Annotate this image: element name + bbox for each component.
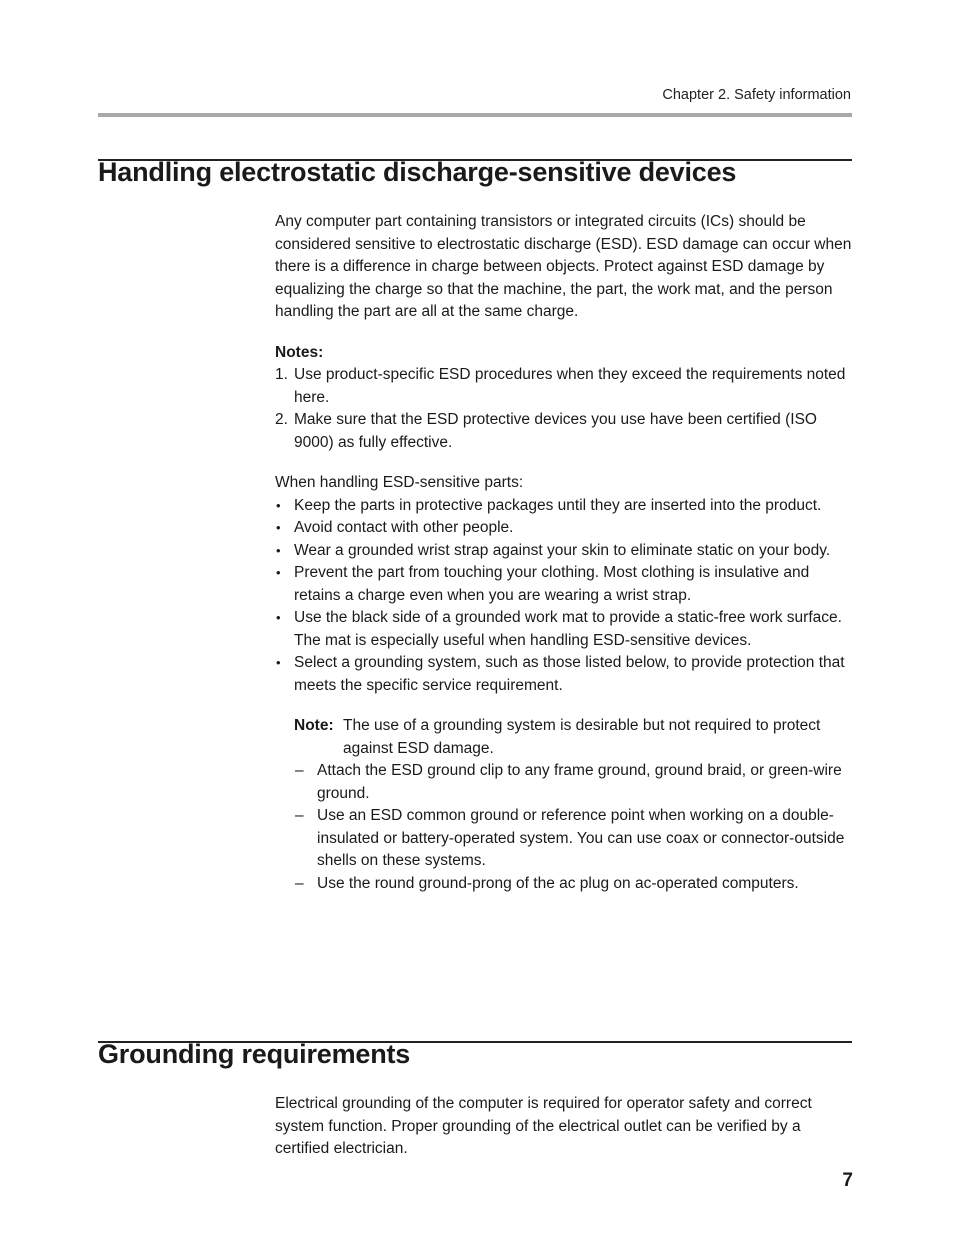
grounding-note — [294, 715, 855, 760]
grounding-paragraph: Electrical grounding of the computer is required for operator safety and correct system function. Proper grounding of the electrical outlet can be verified by a certified electrician. — [275, 1095, 812, 1157]
dash-item: – Use an ESD common ground or reference point when working on a double-insulated or battery-operated system. You can use coax or connector-outside shells on these systems. — [295, 807, 845, 869]
note-item: 1. Use product-specific ESD procedures when they exceed the requirements noted here. — [275, 366, 846, 406]
section-body-esd — [275, 211, 855, 895]
section-title-grounding: Grounding requirements — [98, 1039, 411, 1069]
header-rule — [98, 113, 852, 117]
page-number: 7 — [842, 1170, 853, 1191]
notes-list — [275, 364, 855, 454]
bullet-item: • Select a grounding system, such as those listed below, to provide protection that meets the specific service requirement. — [276, 654, 845, 694]
bullet-item: • Use the black side of a grounded work mat to provide a static-free work surface. The mat is especially useful when handling ESD-sensitive devices. — [276, 609, 842, 649]
running-header: Chapter 2. Safety information — [662, 87, 851, 103]
grounding-dash-list — [294, 760, 855, 895]
notes-label: Notes: — [275, 343, 324, 361]
section-title-esd: Handling electrostatic discharge-sensitive devices — [98, 157, 737, 187]
handling-intro: When handling ESD-sensitive parts: — [275, 474, 524, 491]
bullet-item: • Wear a grounded wrist strap against your skin to eliminate static on your body. — [276, 541, 831, 559]
bullet-item: • Prevent the part from touching your clothing. Most clothing is insulative and retains a charge even when you are wearing a wrist strap. — [276, 564, 810, 604]
intro-paragraph: Any computer part containing transistors or integrated circuits (ICs) should be considered sensitive to electrostatic discharge (ESD). ESD damage can occur when there is a difference in charge between objects. Protect against ESD damage by equalizing the charge so that the machine, the part, the work mat, and the person handling the part are all at the same charge. — [275, 213, 852, 320]
note-item: 2. Make sure that the ESD protective devices you use have been certified (ISO 9000) as fully effective. — [275, 411, 817, 451]
grounding-note-block — [294, 715, 855, 895]
handling-bullet-list — [275, 495, 855, 698]
bullet-item: • Keep the parts in protective packages until they are inserted into the product. — [276, 496, 822, 514]
note-label: Note: — [294, 717, 334, 734]
section-body-grounding — [275, 1093, 855, 1161]
note-text: The use of a grounding system is desirable but not required to protect against ESD damage. — [343, 717, 821, 757]
bullet-item: • Avoid contact with other people. — [276, 519, 514, 536]
dash-item: – Use the round ground-prong of the ac plug on ac-operated computers. — [295, 874, 799, 892]
dash-item: – Attach the ESD ground clip to any frame ground, ground braid, or green-wire ground. — [295, 762, 842, 802]
